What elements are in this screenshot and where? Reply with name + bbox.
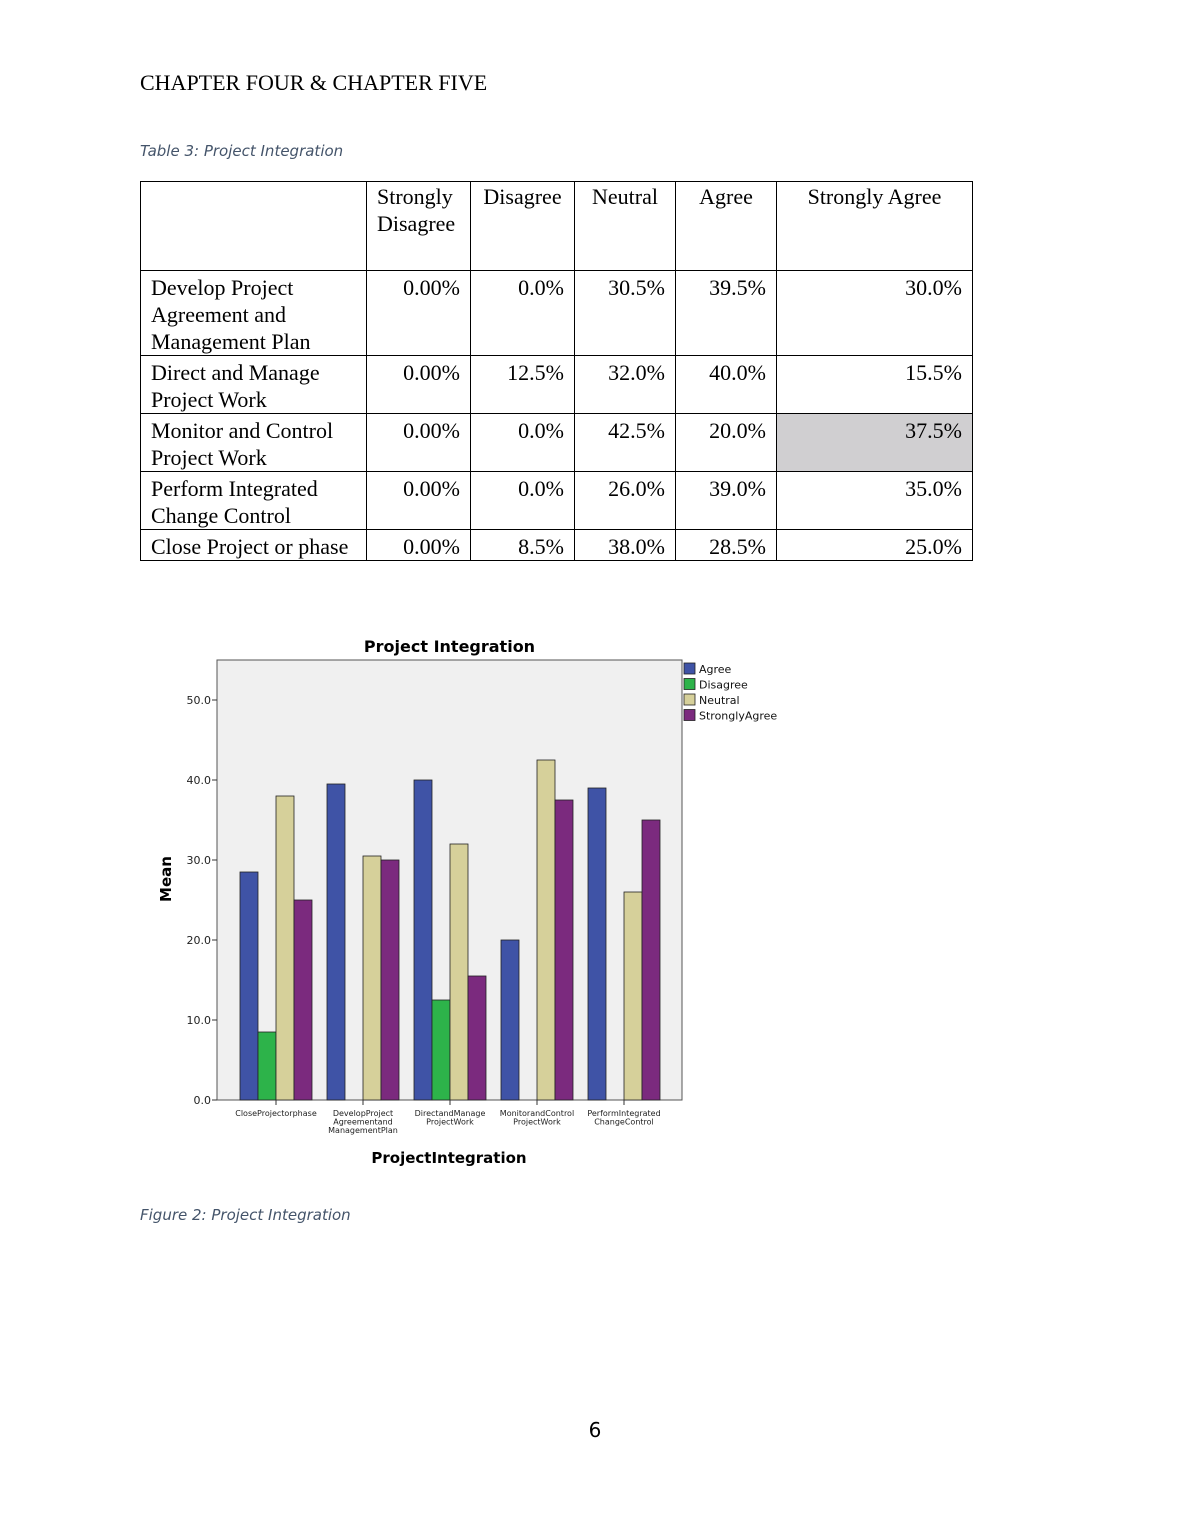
bar-stronglyagree (642, 820, 660, 1100)
table-cell: 39.0% (676, 472, 777, 530)
y-tick-label: 50.0 (186, 694, 211, 707)
x-tick-label: DirectandManage (414, 1109, 486, 1118)
table-cell: 0.00% (367, 472, 471, 530)
table-cell: 30.5% (575, 271, 676, 356)
table-cell: 0.00% (367, 530, 471, 561)
header-cell-disagree: Disagree (471, 182, 575, 271)
bar-neutral (537, 760, 555, 1100)
row-label: Direct and Manage Project Work (141, 356, 367, 414)
y-tick-label: 30.0 (186, 854, 211, 867)
bar-stronglyagree (381, 860, 399, 1100)
x-tick-label: MonitorandControl (499, 1109, 575, 1118)
x-tick-label: ProjectWork (426, 1117, 474, 1127)
bar-stronglyagree (294, 900, 312, 1100)
x-tick-label: Agreementand (333, 1117, 393, 1127)
table-cell: 28.5% (676, 530, 777, 561)
bar-agree (327, 784, 345, 1100)
table-cell: 20.0% (676, 414, 777, 472)
table-cell: 35.0% (777, 472, 973, 530)
row-label: Perform Integrated Change Control (141, 472, 367, 530)
table-cell: 42.5% (575, 414, 676, 472)
bar-agree (414, 780, 432, 1100)
x-tick-label: ProjectWork (513, 1117, 561, 1127)
table-cell: 38.0% (575, 530, 676, 561)
page-number: 6 (588, 1418, 602, 1442)
table-row (141, 271, 973, 356)
table-cell: 39.5% (676, 271, 777, 356)
bar-neutral (276, 796, 294, 1100)
table-cell: 0.00% (367, 271, 471, 356)
x-tick-label: PerformIntegrated (587, 1109, 661, 1118)
x-tick-label: DevelopProject (332, 1109, 394, 1118)
x-tick-label: ManagementPlan (328, 1126, 398, 1135)
table-cell: 0.0% (471, 414, 575, 472)
table-cell: 0.0% (471, 472, 575, 530)
row-label: Monitor and Control Project Work (141, 414, 367, 472)
x-tick-label: CloseProjectorphase (235, 1109, 317, 1118)
y-tick-label: 0.0 (193, 1094, 211, 1107)
bar-agree (240, 872, 258, 1100)
project-integration-chart (150, 630, 800, 1180)
row-label: Close Project or phase (141, 530, 367, 561)
x-tick-label: ChangeControl (594, 1117, 654, 1127)
table-cell: 26.0% (575, 472, 676, 530)
legend-swatch-disagree (684, 679, 695, 690)
table-cell: 15.5% (777, 356, 973, 414)
header-cell-strongly-disagree: Strongly Disagree (367, 182, 471, 271)
table-row (141, 414, 973, 472)
y-tick-label: 10.0 (186, 1014, 211, 1027)
bar-neutral (363, 856, 381, 1100)
table-cell: 25.0% (777, 530, 973, 561)
bar-agree (501, 940, 519, 1100)
bar-stronglyagree (468, 976, 486, 1100)
legend-swatch-stronglyagree (684, 710, 695, 721)
chart-title: Project Integration (363, 637, 536, 656)
y-tick-label: 20.0 (186, 934, 211, 947)
legend-label: StronglyAgree (699, 709, 778, 723)
table-cell: 0.0% (471, 271, 575, 356)
table-cell: 8.5% (471, 530, 575, 561)
header-cell-strongly-agree: Strongly Agree (777, 182, 973, 271)
bar-disagree (258, 1032, 276, 1100)
bar-neutral (624, 892, 642, 1100)
bar-neutral (450, 844, 468, 1100)
header-cell-agree: Agree (676, 182, 777, 271)
header-cell-neutral: Neutral (575, 182, 676, 271)
header-cell-empty (141, 182, 367, 271)
table-row (141, 356, 973, 414)
row-label: Develop Project Agreement and Management Plan (141, 271, 367, 356)
chapter-heading: CHAPTER FOUR & CHAPTER FIVE (140, 70, 488, 95)
table-cell: 32.0% (575, 356, 676, 414)
table-cell: 40.0% (676, 356, 777, 414)
bar-stronglyagree (555, 800, 573, 1100)
legend-label: Disagree (699, 678, 748, 692)
table-cell: 0.00% (367, 356, 471, 414)
project-integration-table (140, 181, 973, 561)
y-axis-label: Mean (157, 856, 175, 902)
bar-disagree (432, 1000, 450, 1100)
table-cell: 12.5% (471, 356, 575, 414)
table-caption: Table 3: Project Integration (140, 142, 344, 160)
legend-swatch-agree (684, 663, 695, 674)
table-cell: 0.00% (367, 414, 471, 472)
bar-agree (588, 788, 606, 1100)
table-row (141, 530, 973, 561)
table-header-row (141, 182, 973, 271)
highlighted-table-cell: 37.5% (777, 414, 973, 472)
x-axis-label: ProjectIntegration (371, 1149, 527, 1167)
table-row (141, 472, 973, 530)
y-tick-label: 40.0 (186, 774, 211, 787)
legend-label: Neutral (699, 694, 740, 707)
figure-caption: Figure 2: Project Integration (140, 1206, 351, 1224)
legend-label: Agree (699, 663, 732, 676)
table-cell: 30.0% (777, 271, 973, 356)
legend-swatch-neutral (684, 694, 695, 705)
